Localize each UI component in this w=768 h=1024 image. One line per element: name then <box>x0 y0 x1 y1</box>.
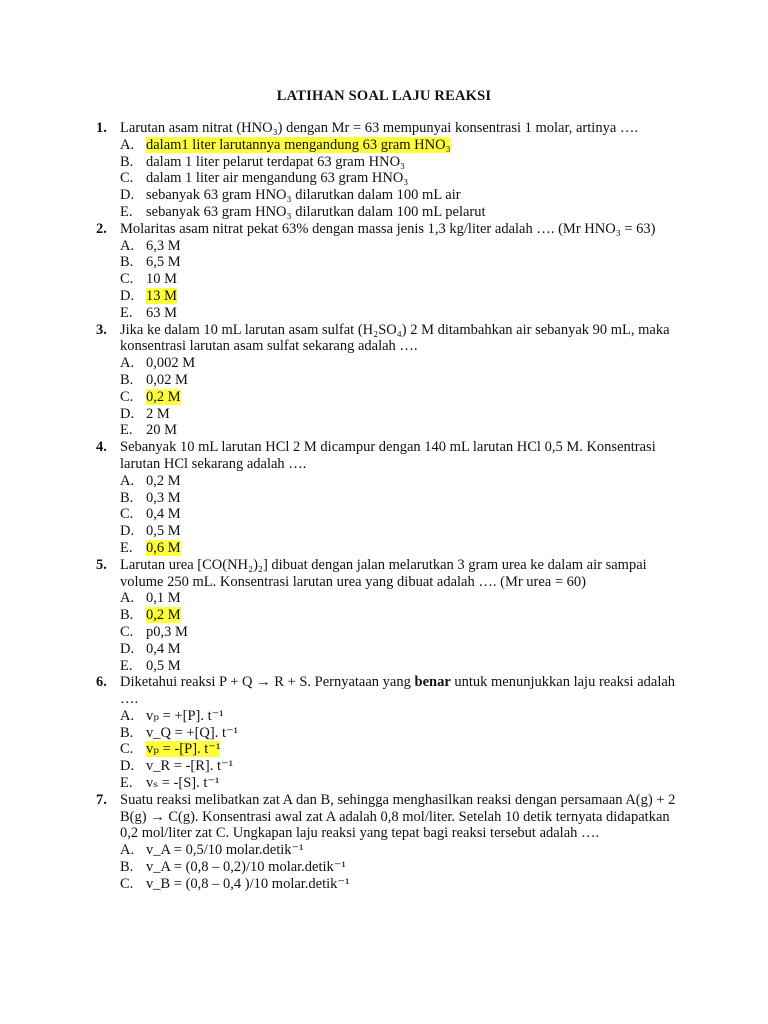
option-text: 0,5 M <box>146 523 181 540</box>
option-d <box>120 641 676 658</box>
question-2-options <box>96 238 676 322</box>
option-e <box>120 775 676 792</box>
option-b <box>120 154 676 171</box>
option-c <box>120 741 676 758</box>
option-letter: E. <box>120 422 133 439</box>
question-4-options <box>96 473 676 557</box>
question-5-options <box>96 590 676 674</box>
option-text: 0,4 M <box>146 506 181 523</box>
option-text: 6,3 M <box>146 237 181 254</box>
option-letter: D. <box>120 287 135 304</box>
option-b <box>120 859 676 876</box>
question-7-options <box>96 842 676 892</box>
option-a <box>120 473 676 490</box>
question-number: 7. <box>96 791 107 808</box>
option-letter: E. <box>120 539 133 556</box>
option-letter: A. <box>120 237 135 254</box>
question-3 <box>96 322 676 356</box>
option-e <box>120 305 676 322</box>
option-text-highlighted: 0,2 M <box>146 388 181 405</box>
option-letter: B. <box>120 371 134 388</box>
option-text: v_Q = +[Q]. t⁻¹ <box>146 724 238 741</box>
option-letter: A. <box>120 136 135 153</box>
page-title: LATIHAN SOAL LAJU REAKSI <box>276 88 492 104</box>
option-letter: D. <box>120 640 135 657</box>
option-e <box>120 658 676 675</box>
option-letter: B. <box>120 254 134 271</box>
question-text: Sebanyak 10 mL larutan HCl 2 M dicampur dengan 140 mL larutan HCl 0,5 M. Konsentrasi larutan HCl sekarang adalah …. <box>120 439 656 472</box>
option-letter: B. <box>120 489 134 506</box>
option-text: p0,3 M <box>146 623 188 640</box>
option-d <box>120 288 676 305</box>
option-b <box>120 607 676 624</box>
option-letter: B. <box>120 859 134 876</box>
question-number: 1. <box>96 120 107 136</box>
option-letter: A. <box>120 472 135 489</box>
option-letter: B. <box>120 724 134 741</box>
option-letter: E. <box>120 203 133 220</box>
option-text: 0,2 M <box>146 472 181 489</box>
question-3-options <box>96 355 676 439</box>
option-c <box>120 389 676 406</box>
option-text: sebanyak 63 gram HNO₃ dilarutkan dalam 100 mL pelarut <box>146 203 486 220</box>
option-letter: C. <box>120 741 134 758</box>
option-text-highlighted: 0,2 M <box>146 607 181 624</box>
option-c <box>120 170 676 187</box>
option-text: v_R = -[R]. t⁻¹ <box>146 758 234 775</box>
option-text: 20 M <box>146 422 178 439</box>
question-5 <box>96 557 676 591</box>
option-letter: C. <box>120 875 134 892</box>
option-text: v_A = 0,5/10 molar.detik⁻¹ <box>146 842 304 859</box>
option-letter: D. <box>120 758 135 775</box>
question-4 <box>96 439 676 473</box>
option-b <box>120 254 676 271</box>
option-letter: D. <box>120 405 135 422</box>
option-text: v_B = (0,8 – 0,4 )/10 molar.detik⁻¹ <box>146 875 350 892</box>
option-letter: A. <box>120 842 135 859</box>
option-letter: D. <box>120 187 135 204</box>
question-6-options <box>96 708 676 792</box>
option-letter: E. <box>120 304 133 321</box>
option-text: 0,1 M <box>146 590 181 607</box>
option-c <box>120 271 676 288</box>
option-letter: B. <box>120 607 134 624</box>
question-1 <box>96 120 676 137</box>
option-letter: E. <box>120 775 133 792</box>
option-text: 63 M <box>146 304 178 321</box>
option-letter: B. <box>120 153 134 170</box>
option-b <box>120 725 676 742</box>
option-letter: A. <box>120 355 135 372</box>
question-text: untuk menunjukkan laju reaksi adalah …. <box>120 674 676 708</box>
option-d <box>120 406 676 423</box>
option-a <box>120 708 676 725</box>
question-list <box>96 120 676 893</box>
option-c <box>120 506 676 523</box>
option-a <box>120 842 676 859</box>
option-text-highlighted: vₚ = -[P]. t⁻¹ <box>146 741 221 758</box>
option-letter: D. <box>120 523 135 540</box>
option-b <box>120 490 676 507</box>
question-text-bold: benar <box>414 674 451 691</box>
option-text: 0,5 M <box>146 657 181 674</box>
option-text: 2 M <box>146 405 170 422</box>
option-text: 0,002 M <box>146 355 196 372</box>
option-d <box>120 187 676 204</box>
option-text: vₚ = +[P]. t⁻¹ <box>146 707 224 724</box>
option-text: sebanyak 63 gram HNO₃ dilarutkan dalam 100 mL air <box>146 187 461 204</box>
question-number: 5. <box>96 556 107 573</box>
option-a <box>120 590 676 607</box>
option-letter: C. <box>120 623 134 640</box>
option-letter: C. <box>120 388 134 405</box>
question-number: 6. <box>96 674 107 691</box>
question-number: 2. <box>96 220 107 237</box>
question-6 <box>96 674 676 708</box>
option-text: 0,02 M <box>146 371 188 388</box>
option-text-highlighted: dalam1 liter larutannya mengandung 63 gram HNO₃ <box>146 136 451 153</box>
option-e <box>120 540 676 557</box>
question-number: 3. <box>96 321 107 338</box>
option-letter: A. <box>120 590 135 607</box>
question-1-options <box>96 137 676 221</box>
option-text: 6,5 M <box>146 254 181 271</box>
option-text-highlighted: 0,6 M <box>146 539 181 556</box>
option-b <box>120 372 676 389</box>
option-e <box>120 422 676 439</box>
option-text: dalam 1 liter air mengandung 63 gram HNO₃ <box>146 170 409 187</box>
question-number: 4. <box>96 439 107 456</box>
question-text: Larutan urea [CO(NH₂)₂] dibuat dengan jalan melarutkan 3 gram urea ke dalam air sampai volume 250 mL. Konsentrasi larutan urea yang dibuat adalah …. (Mr urea = 60) <box>120 556 647 590</box>
option-letter: C. <box>120 170 134 187</box>
option-letter: A. <box>120 707 135 724</box>
option-e <box>120 204 676 221</box>
question-text: Larutan asam nitrat (HNO₃) dengan Mr = 63 mempunyai konsentrasi 1 molar, artinya …. <box>120 120 638 136</box>
option-c <box>120 876 676 893</box>
option-c <box>120 624 676 641</box>
question-text: Suatu reaksi melibatkan zat A dan B, sehingga menghasilkan reaksi dengan persamaan A(g) + 2 B(g) → C(g). Konsentrasi awal zat A adalah 0,8 mol/liter. Setelah 10 detik ternyata didapatkan 0,2 mol/liter zat C. Ungkapan laju reaksi yang tepat bagi reaksi tersebut adalah …. <box>120 791 676 842</box>
question-2 <box>96 221 676 238</box>
option-a <box>120 137 676 154</box>
question-text: Jika ke dalam 10 mL larutan asam sulfat (H₂SO₄) 2 M ditambahkan air sebanyak 90 mL, maka konsentrasi larutan asam sulfat sekarang adalah …. <box>120 321 670 355</box>
option-text: 0,4 M <box>146 640 181 657</box>
option-text: 10 M <box>146 271 178 288</box>
question-text: Diketahui reaksi P + Q → R + S. Pernyataan yang <box>120 674 415 691</box>
option-letter: C. <box>120 506 134 523</box>
option-text: vₛ = -[S]. t⁻¹ <box>146 775 220 792</box>
option-text: v_A = (0,8 – 0,2)/10 molar.detik⁻¹ <box>146 859 346 876</box>
question-text: Molaritas asam nitrat pekat 63% dengan massa jenis 1,3 kg/liter adalah …. (Mr HNO₃ = 63) <box>120 220 656 237</box>
option-text: 0,3 M <box>146 489 181 506</box>
option-letter: C. <box>120 271 134 288</box>
option-a <box>120 355 676 372</box>
option-text: dalam 1 liter pelarut terdapat 63 gram HNO₃ <box>146 153 406 170</box>
option-a <box>120 238 676 255</box>
option-d <box>120 758 676 775</box>
option-letter: E. <box>120 657 133 674</box>
option-d <box>120 523 676 540</box>
option-text-highlighted: 13 M <box>146 287 178 304</box>
question-7 <box>96 792 676 842</box>
